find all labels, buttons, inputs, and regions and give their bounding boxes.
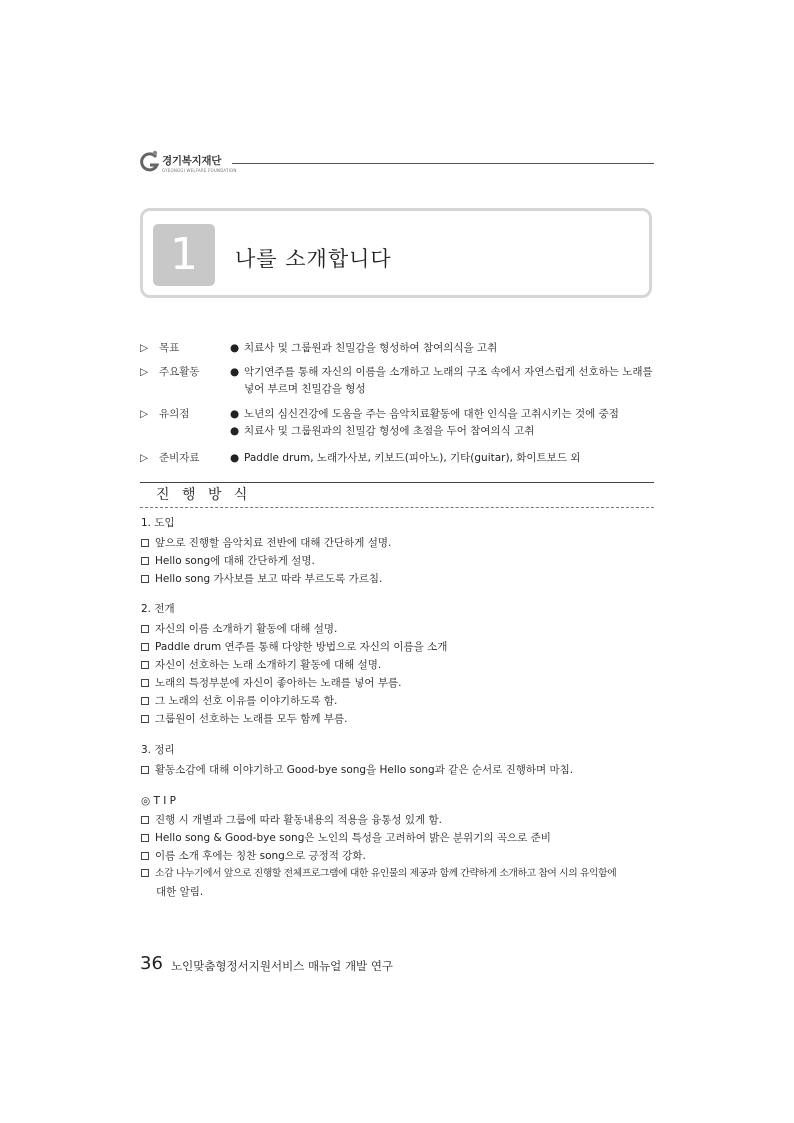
header-rule bbox=[232, 163, 654, 164]
step-heading: 1. 도입 bbox=[141, 517, 175, 529]
foundation-logo-icon bbox=[138, 150, 160, 174]
checkbox-icon bbox=[141, 816, 149, 824]
info-text: 치료사 및 그룹원과의 친밀감 형성에 초점을 두어 참여의식 고취 bbox=[244, 425, 535, 437]
bullet-icon: ● bbox=[230, 425, 240, 437]
section-title: 진 행 방 식 bbox=[156, 487, 252, 503]
info-label: 목표 bbox=[159, 342, 180, 354]
step-heading: 2. 전개 bbox=[141, 603, 175, 615]
list-item: 그룹원이 선호하는 노래를 모두 함께 부름. bbox=[141, 711, 347, 727]
section-rule bbox=[140, 482, 654, 483]
chapter-title: 나를 소개합니다 bbox=[235, 247, 392, 271]
list-item: 노래의 특정부분에 자신이 좋아하는 노래를 넣어 부름. bbox=[141, 675, 402, 691]
info-text: 악기연주를 통해 자신의 이름을 소개하고 노래의 구조 속에서 자연스럽게 선호하는 노래를 넣어 부르며 친밀감을 형성 bbox=[244, 366, 653, 395]
section-header bbox=[140, 482, 654, 508]
list-item: Hello song에 대해 간단하게 설명. bbox=[141, 553, 315, 569]
page-footer bbox=[140, 953, 394, 974]
list-item: Hello song & Good-bye song은 노인의 특성을 고려하여 밝은 분위기의 곡으로 준비 bbox=[141, 830, 551, 846]
step-heading: 3. 정리 bbox=[141, 744, 175, 756]
chapter-title-box bbox=[140, 208, 652, 298]
list-item: Paddle drum 연주를 통해 다양한 방법으로 자신의 이름을 소개 bbox=[141, 639, 447, 655]
list-item: 이름 소개 후에는 칭찬 song으로 긍정적 강화. bbox=[141, 848, 366, 864]
checkbox-icon bbox=[141, 697, 149, 705]
list-item: 활동소감에 대해 이야기하고 Good-bye song을 Hello song과 같은 순서로 진행하며 마침. bbox=[141, 762, 573, 778]
list-item: 소감 나누기에서 앞으로 진행할 전체프로그램에 대한 유인물의 제공과 함께 간략하게 소개하고 참여 시의 유익함에 bbox=[141, 866, 616, 882]
tip-heading: ◎ T I P bbox=[141, 795, 177, 807]
checkbox-icon bbox=[141, 834, 149, 842]
info-label: 준비자료 bbox=[159, 452, 200, 464]
foundation-subtitle: GYEONGGI WELFARE FOUNDATION bbox=[162, 168, 237, 173]
checkbox-icon bbox=[141, 539, 149, 547]
chapter-number: 1 bbox=[153, 224, 215, 286]
list-item: Hello song 가사보를 보고 따라 부르도록 가르침. bbox=[141, 571, 382, 587]
list-item-continued: 대한 알림. bbox=[156, 886, 204, 898]
checkbox-icon bbox=[141, 766, 149, 774]
checkbox-icon bbox=[141, 575, 149, 583]
triangle-icon: ▷ bbox=[140, 342, 149, 354]
list-item: 자신이 선호하는 노래 소개하기 활동에 대해 설명. bbox=[141, 657, 381, 673]
bullet-icon: ● bbox=[230, 408, 240, 420]
checkbox-icon bbox=[141, 852, 149, 860]
foundation-name: 경기복지재단 bbox=[162, 155, 222, 167]
bullet-icon: ● bbox=[230, 452, 240, 464]
info-text: 노년의 심신건강에 도움을 주는 음악치료활동에 대한 인식을 고취시키는 것에 중점 bbox=[244, 408, 619, 420]
bullet-icon: ● bbox=[230, 342, 240, 354]
page-number: 36 bbox=[140, 953, 163, 974]
page-header bbox=[138, 150, 654, 178]
bullet-icon: ● bbox=[230, 366, 240, 378]
list-item: 진행 시 개별과 그룹에 따라 활동내용의 적용을 융통성 있게 함. bbox=[141, 812, 442, 828]
info-label: 주요활동 bbox=[159, 366, 200, 378]
info-text: 치료사 및 그룹원과 친밀감을 형성하여 참여의식을 고취 bbox=[244, 342, 498, 354]
footer-title: 노인맞춤형정서지원서비스 매뉴얼 개발 연구 bbox=[171, 959, 394, 973]
checkbox-icon bbox=[141, 625, 149, 633]
checkbox-icon bbox=[141, 679, 149, 687]
info-text: Paddle drum, 노래가사보, 키보드(피아노), 기타(guitar), 화이트보드 외 bbox=[244, 452, 581, 464]
triangle-icon: ▷ bbox=[140, 366, 149, 378]
triangle-icon: ▷ bbox=[140, 452, 149, 464]
checkbox-icon bbox=[141, 869, 149, 877]
checkbox-icon bbox=[141, 643, 149, 651]
info-label: 유의점 bbox=[159, 408, 190, 420]
section-dashed-rule bbox=[140, 507, 654, 508]
triangle-icon: ▷ bbox=[140, 408, 149, 420]
checkbox-icon bbox=[141, 661, 149, 669]
checkbox-icon bbox=[141, 715, 149, 723]
list-item: 자신의 이름 소개하기 활동에 대해 설명. bbox=[141, 621, 337, 637]
list-item: 그 노래의 선호 이유를 이야기하도록 함. bbox=[141, 693, 337, 709]
checkbox-icon bbox=[141, 557, 149, 565]
list-item: 앞으로 진행할 음악치료 전반에 대해 간단하게 설명. bbox=[141, 535, 391, 551]
